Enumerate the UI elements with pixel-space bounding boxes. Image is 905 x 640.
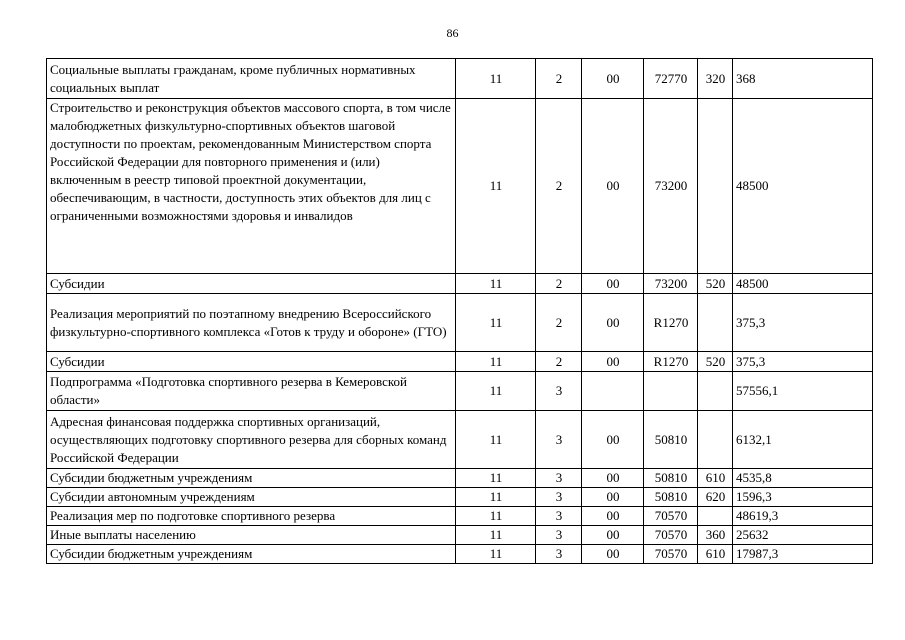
row-expense-type <box>698 411 733 469</box>
row-target-article: 72770 <box>644 59 698 99</box>
row-subsection: 3 <box>536 507 582 526</box>
table-row <box>47 507 873 526</box>
row-amount: 48619,3 <box>733 507 873 526</box>
row-name: Реализация мероприятий по поэтапному внедрению Всероссийского физкультурно-спортивного комплекса «Готов к труду и обороне» (ГТО) <box>47 294 456 352</box>
row-section: 11 <box>456 526 536 545</box>
table-row <box>47 411 873 469</box>
row-amount: 57556,1 <box>733 372 873 411</box>
table-row <box>47 469 873 488</box>
row-amount: 375,3 <box>733 294 873 352</box>
row-name: Подпрограмма «Подготовка спортивного резерва в Кемеровской области» <box>47 372 456 411</box>
row-subsection: 2 <box>536 59 582 99</box>
row-amount: 48500 <box>733 274 873 294</box>
row-subsection: 2 <box>536 294 582 352</box>
row-name: Строительство и реконструкция объектов массового спорта, в том числе малобюджетных физкультурно-спортивных объектов шаговой доступности по проектам, рекомендованным Министерством спорта Российской Федерации для повторного применения и (или) включенным в реестр типовой проектной документации, обеспечивающим, в частности, доступность этих объектов для лиц с ограниченными возможностями здоровья и инвалидов <box>47 99 456 274</box>
row-expense-type: 520 <box>698 274 733 294</box>
row-amount: 375,3 <box>733 352 873 372</box>
row-section: 11 <box>456 488 536 507</box>
row-amount: 25632 <box>733 526 873 545</box>
row-expense-type: 520 <box>698 352 733 372</box>
row-program: 00 <box>582 411 644 469</box>
row-target-article: 73200 <box>644 99 698 274</box>
row-section: 11 <box>456 352 536 372</box>
row-subsection: 2 <box>536 274 582 294</box>
row-section: 11 <box>456 469 536 488</box>
table-row <box>47 294 873 352</box>
table-row <box>47 545 873 564</box>
row-amount: 368 <box>733 59 873 99</box>
row-name: Субсидии <box>47 352 456 372</box>
row-subsection: 3 <box>536 372 582 411</box>
row-section: 11 <box>456 59 536 99</box>
row-target-article <box>644 372 698 411</box>
row-target-article: 70570 <box>644 545 698 564</box>
row-subsection: 3 <box>536 545 582 564</box>
row-subsection: 3 <box>536 469 582 488</box>
row-name: Субсидии автономным учреждениям <box>47 488 456 507</box>
row-subsection: 2 <box>536 99 582 274</box>
row-expense-type: 320 <box>698 59 733 99</box>
row-amount: 48500 <box>733 99 873 274</box>
row-target-article: R1270 <box>644 352 698 372</box>
row-name: Субсидии бюджетным учреждениям <box>47 469 456 488</box>
row-expense-type <box>698 294 733 352</box>
row-expense-type: 360 <box>698 526 733 545</box>
row-name: Адресная финансовая поддержка спортивных организаций, осуществляющих подготовку спортивного резерва для сборных команд Российской Федерации <box>47 411 456 469</box>
row-amount: 4535,8 <box>733 469 873 488</box>
row-name: Иные выплаты населению <box>47 526 456 545</box>
row-program: 00 <box>582 294 644 352</box>
row-name: Субсидии <box>47 274 456 294</box>
row-subsection: 3 <box>536 411 582 469</box>
row-expense-type: 610 <box>698 545 733 564</box>
row-section: 11 <box>456 411 536 469</box>
row-expense-type: 610 <box>698 469 733 488</box>
table-row <box>47 274 873 294</box>
row-subsection: 2 <box>536 352 582 372</box>
row-name: Реализация мер по подготовке спортивного резерва <box>47 507 456 526</box>
row-amount: 17987,3 <box>733 545 873 564</box>
row-target-article: 50810 <box>644 411 698 469</box>
row-expense-type <box>698 99 733 274</box>
row-section: 11 <box>456 99 536 274</box>
row-section: 11 <box>456 274 536 294</box>
row-name: Субсидии бюджетным учреждениям <box>47 545 456 564</box>
row-program: 00 <box>582 488 644 507</box>
row-section: 11 <box>456 372 536 411</box>
row-program: 00 <box>582 352 644 372</box>
row-target-article: R1270 <box>644 294 698 352</box>
row-program: 00 <box>582 469 644 488</box>
row-name: Социальные выплаты гражданам, кроме публичных нормативных социальных выплат <box>47 59 456 99</box>
row-amount: 6132,1 <box>733 411 873 469</box>
row-target-article: 70570 <box>644 507 698 526</box>
row-amount: 1596,3 <box>733 488 873 507</box>
table-row <box>47 488 873 507</box>
row-subsection: 3 <box>536 526 582 545</box>
row-program: 00 <box>582 545 644 564</box>
row-section: 11 <box>456 507 536 526</box>
row-target-article: 70570 <box>644 526 698 545</box>
row-expense-type <box>698 507 733 526</box>
table-row <box>47 59 873 99</box>
row-program: 00 <box>582 99 644 274</box>
row-target-article: 73200 <box>644 274 698 294</box>
row-section: 11 <box>456 294 536 352</box>
row-program: 00 <box>582 526 644 545</box>
row-expense-type <box>698 372 733 411</box>
row-program <box>582 372 644 411</box>
row-section: 11 <box>456 545 536 564</box>
table-row <box>47 526 873 545</box>
row-program: 00 <box>582 507 644 526</box>
table-row <box>47 352 873 372</box>
row-expense-type: 620 <box>698 488 733 507</box>
page-number: 86 <box>446 26 459 40</box>
table-row <box>47 372 873 411</box>
row-target-article: 50810 <box>644 488 698 507</box>
row-program: 00 <box>582 274 644 294</box>
row-program: 00 <box>582 59 644 99</box>
row-subsection: 3 <box>536 488 582 507</box>
table-row <box>47 99 873 274</box>
row-target-article: 50810 <box>644 469 698 488</box>
budget-table <box>46 58 873 564</box>
